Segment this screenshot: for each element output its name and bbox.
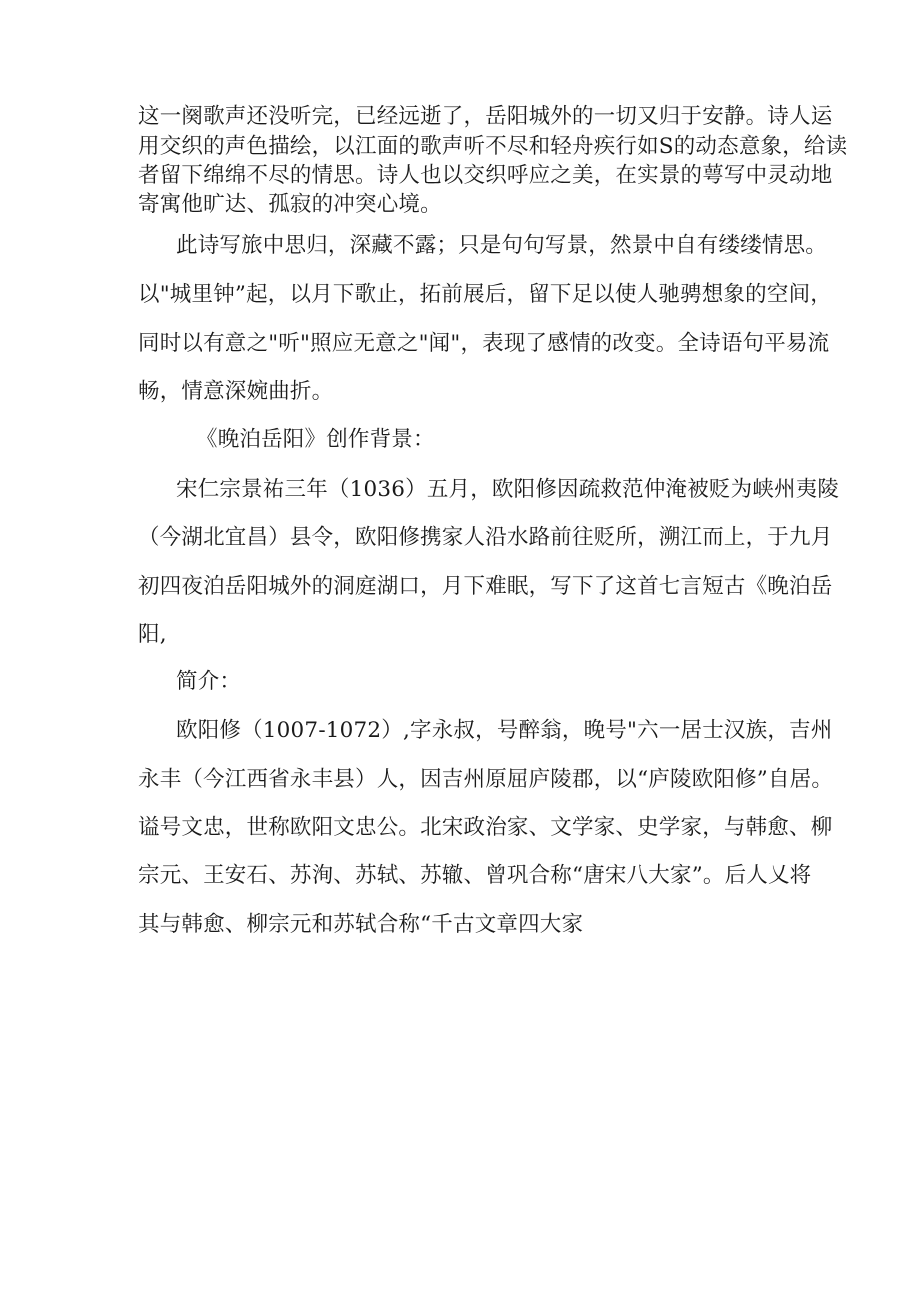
section-heading-intro: 简介：: [176, 669, 242, 694]
text-line: 用交织的声色描绘，以江面的歌声听不尽和轻舟疾行如S的动态意象，给读: [138, 134, 848, 159]
text-line: 宋仁宗景祐三年（1036）五月，欧阳修因疏救范仲淹被贬为峡州夷陵: [176, 477, 840, 502]
text-line: 这一阕歌声还没听完，已经远逝了，岳阳城外的一切又归于安静。诗人运: [138, 104, 833, 129]
text-line: 宗元、王安石、苏洵、苏轼、苏辙、曾巩合称“唐宋八大家”。后人乂将: [138, 863, 812, 888]
text-line: 者留下绵绵不尽的情思。诗人也以交织呼应之美，在实景的萼写中灵动地: [138, 163, 833, 188]
text-line: 谥号文忠，世称欧阳文忠公。北宋政治家、文学家、史学家，与韩愈、柳: [138, 815, 833, 840]
text-line: 同时以有意之"听"照应无意之"闻"，表现了感情的改变。全诗语句平易流: [138, 331, 830, 356]
text-line: （今湖北宜昌）县令，欧阳修携家人沿水路前往贬所，溯江而上，于九月: [138, 525, 833, 550]
text-line: 寄寓他旷达、孤寂的冲突心境。: [138, 192, 442, 217]
text-line: 阳,: [138, 622, 167, 647]
text-line: 此诗写旅中思归，深藏不露；只是句句写景，然景中自有缕缕情思。: [176, 233, 828, 258]
text-line: 永丰（今江西省永丰县）人，因吉州原屈庐陵郡，以“庐陵欧阳修”自居。: [138, 767, 834, 792]
text-line: 欧阳修（1007-1072）,字永叔，号醉翁，晚号"六一居士汉族，吉州: [176, 718, 833, 743]
text-line: 畅，情意深婉曲折。: [138, 379, 334, 404]
text-line: 其与韩愈、柳宗元和苏轼合称“千古文章四大家: [138, 912, 584, 937]
section-heading-background: 《晚泊岳阳》创作背景：: [196, 427, 435, 452]
text-line: 以"城里钟”起，以月下歌止，拓前展后，留下足以使人驰骋想象的空间，: [138, 282, 832, 307]
text-line: 初四夜泊岳阳城外的洞庭湖口，月下难眠，写下了这首七言短古《晚泊岳: [138, 574, 833, 599]
